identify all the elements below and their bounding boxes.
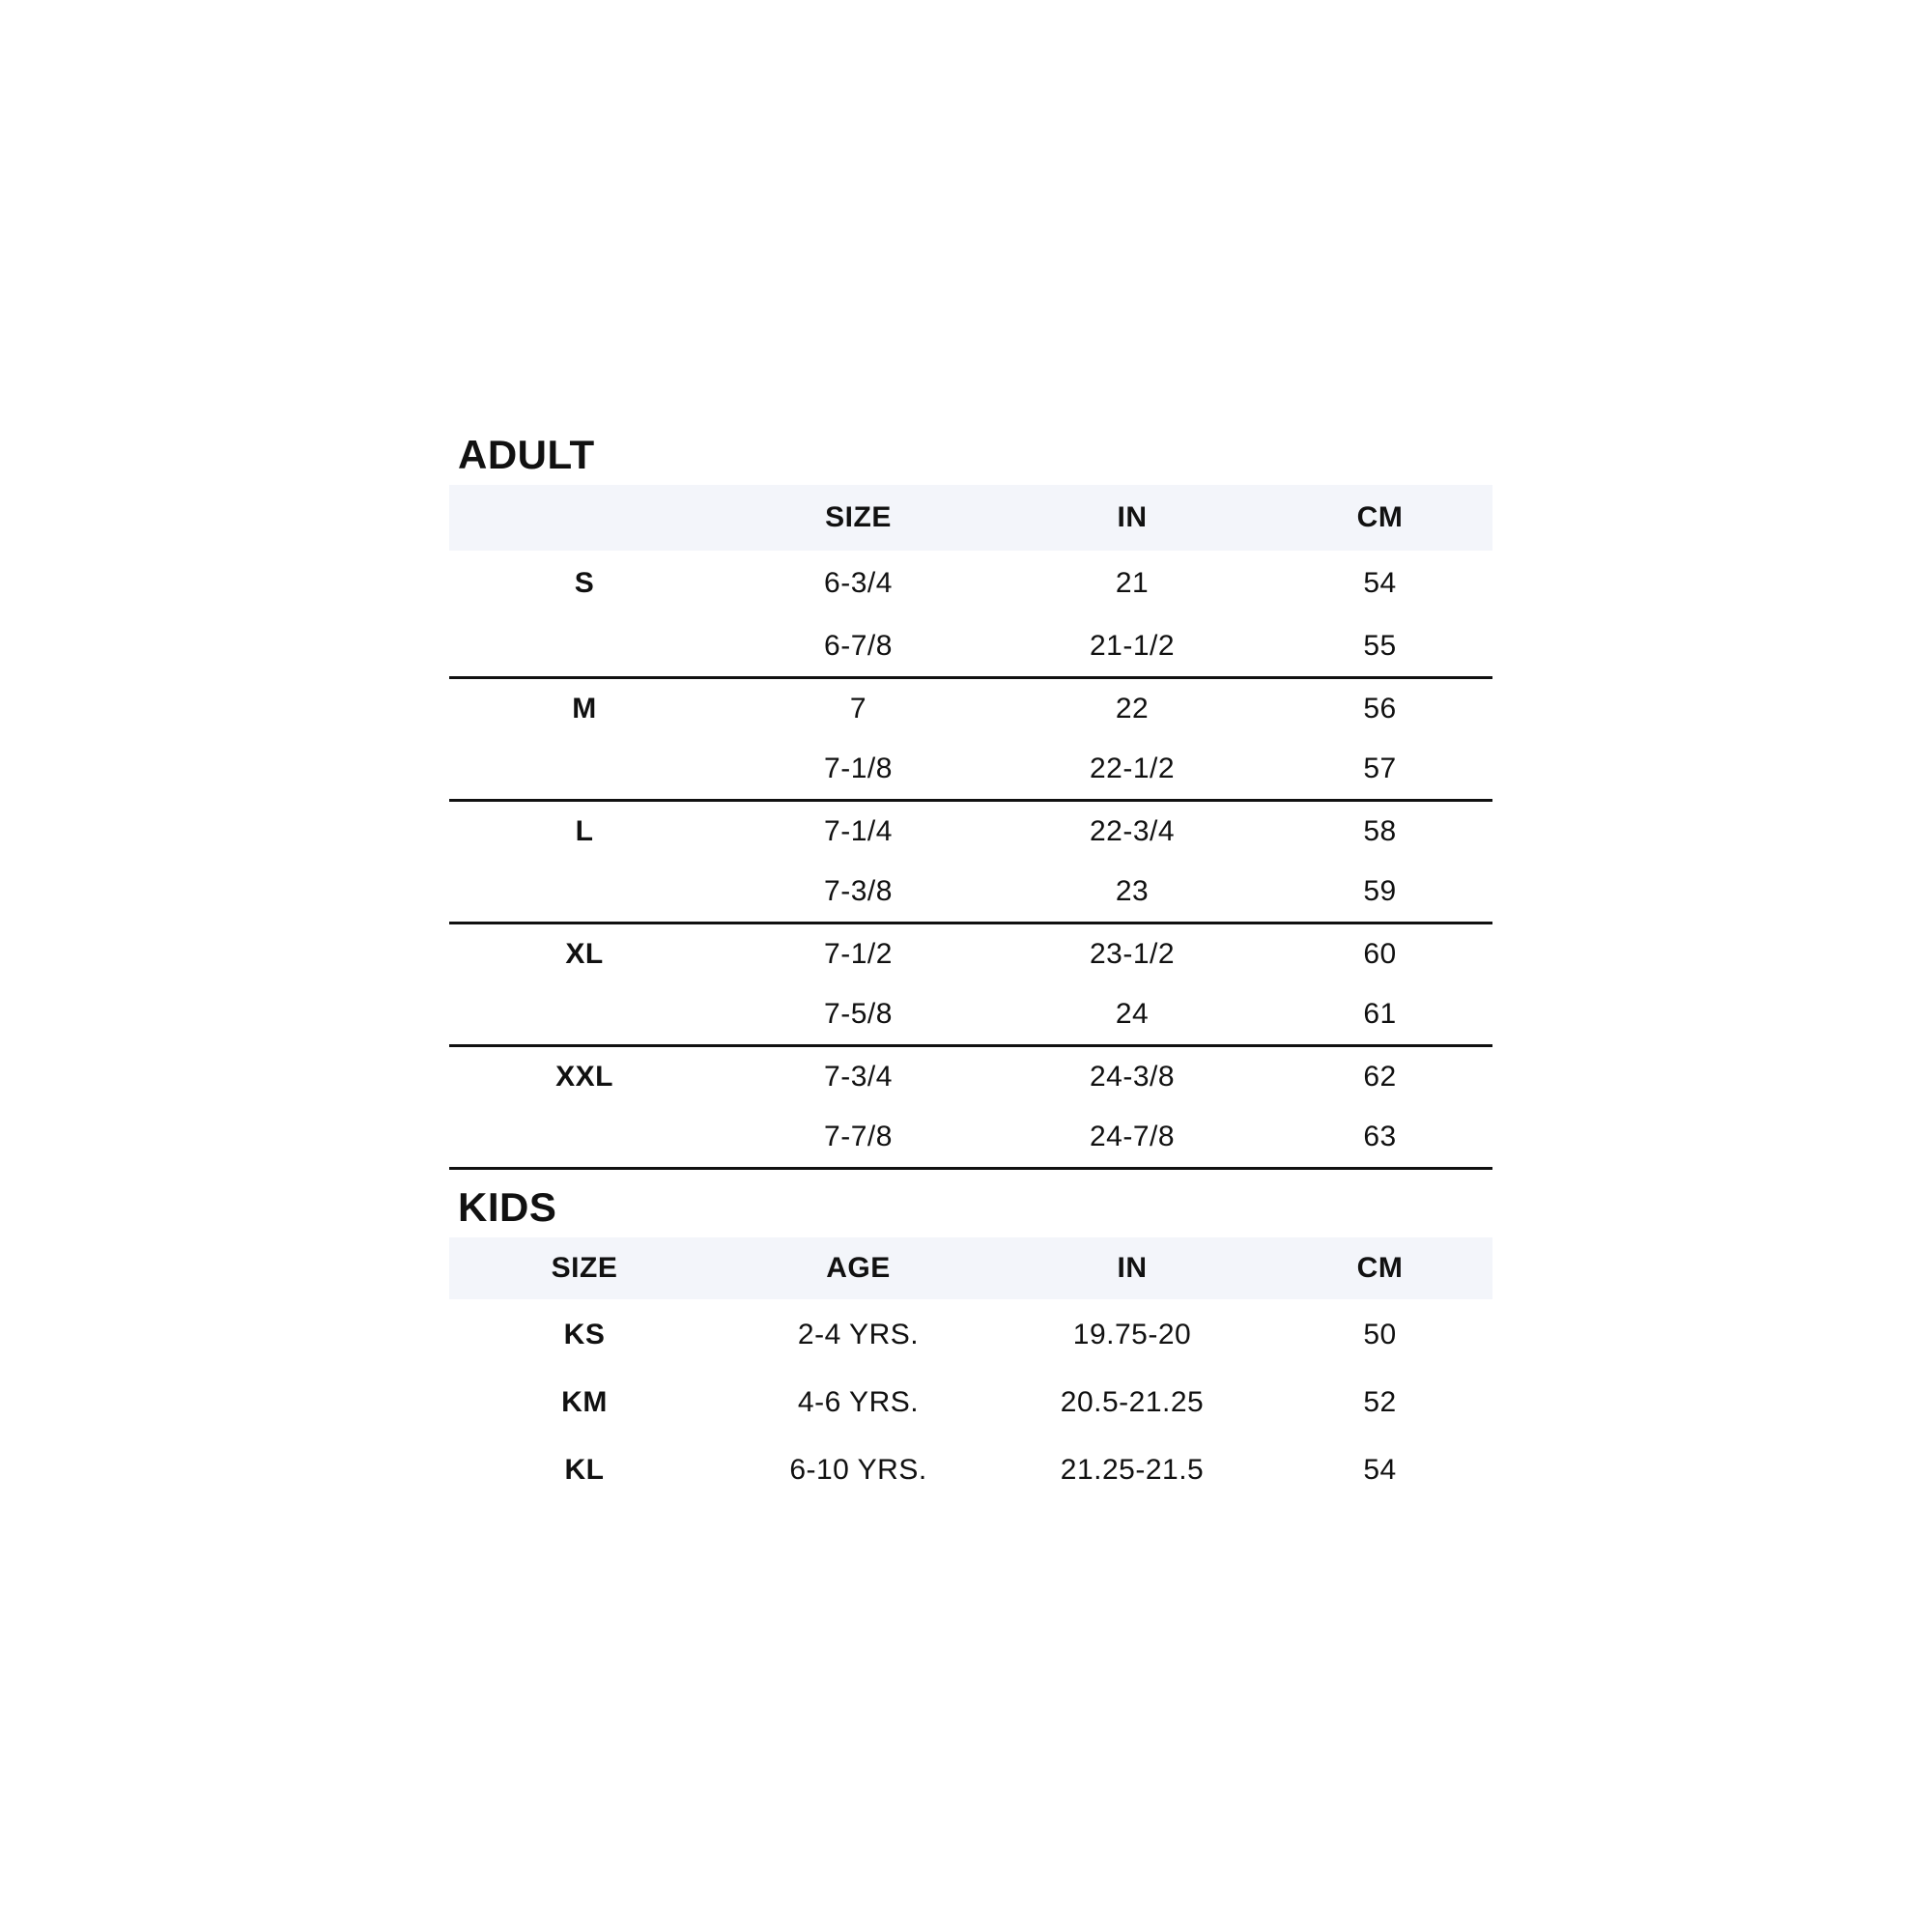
table-row bbox=[449, 924, 1492, 984]
inches-value: 23 bbox=[1115, 875, 1150, 907]
table-row bbox=[449, 1369, 1492, 1436]
inches-value: 24-3/8 bbox=[1089, 1061, 1176, 1093]
cm-value: 54 bbox=[1363, 1454, 1397, 1486]
cm-value: 50 bbox=[1363, 1319, 1397, 1350]
inches-value: 20.5-21.25 bbox=[1060, 1386, 1205, 1418]
kids-header-cm: CM bbox=[1356, 1252, 1404, 1284]
size-chart bbox=[449, 425, 1492, 1504]
kids-header-age: AGE bbox=[826, 1252, 891, 1284]
table-row bbox=[449, 1047, 1492, 1107]
adult-header-in: IN bbox=[1117, 501, 1148, 533]
inches-value: 24 bbox=[1115, 998, 1150, 1030]
size-label: S bbox=[574, 567, 595, 599]
table-row bbox=[449, 616, 1492, 676]
age-value: 2-4 YRS. bbox=[797, 1319, 920, 1350]
inches-value: 24-7/8 bbox=[1089, 1121, 1176, 1152]
size-value: 7-3/8 bbox=[824, 875, 893, 907]
size-label: L bbox=[575, 815, 594, 847]
cm-value: 61 bbox=[1363, 998, 1397, 1030]
size-label: XL bbox=[565, 938, 604, 970]
table-row bbox=[449, 1107, 1492, 1167]
inches-value: 21.25-21.5 bbox=[1060, 1454, 1205, 1486]
size-value: 6-7/8 bbox=[824, 630, 893, 662]
size-value: 7-1/8 bbox=[824, 753, 893, 784]
table-row bbox=[449, 802, 1492, 862]
inches-value: 22 bbox=[1115, 693, 1150, 724]
size-value: 7-5/8 bbox=[824, 998, 893, 1030]
cm-value: 54 bbox=[1363, 567, 1397, 599]
table-row bbox=[449, 679, 1492, 739]
adult-section-title: ADULT bbox=[458, 432, 595, 477]
age-value: 6-10 YRS. bbox=[789, 1454, 927, 1486]
cm-value: 63 bbox=[1363, 1121, 1397, 1152]
cm-value: 52 bbox=[1363, 1386, 1397, 1418]
adult-size-group-xl bbox=[449, 924, 1492, 1047]
inches-value: 21 bbox=[1115, 567, 1150, 599]
size-label: M bbox=[572, 693, 597, 724]
adult-header-size: SIZE bbox=[825, 501, 892, 533]
cm-value: 58 bbox=[1363, 815, 1397, 847]
size-value: 7 bbox=[849, 693, 867, 724]
inches-value: 23-1/2 bbox=[1089, 938, 1176, 970]
cm-value: 56 bbox=[1363, 693, 1397, 724]
size-label: XXL bbox=[555, 1061, 613, 1093]
inches-value: 21-1/2 bbox=[1089, 630, 1176, 662]
size-value: 7-7/8 bbox=[824, 1121, 893, 1152]
size-value: 7-3/4 bbox=[824, 1061, 893, 1093]
adult-table-header bbox=[449, 485, 1492, 551]
adult-size-group-l bbox=[449, 802, 1492, 924]
kids-size-label: KL bbox=[564, 1454, 605, 1486]
table-row bbox=[449, 1301, 1492, 1369]
cm-value: 57 bbox=[1363, 753, 1397, 784]
size-value: 7-1/2 bbox=[824, 938, 893, 970]
kids-table-header bbox=[449, 1237, 1492, 1299]
kids-table-body bbox=[449, 1299, 1492, 1504]
cm-value: 62 bbox=[1363, 1061, 1397, 1093]
kids-section-title: KIDS bbox=[458, 1184, 557, 1230]
adult-size-group-m bbox=[449, 679, 1492, 802]
age-value: 4-6 YRS. bbox=[797, 1386, 920, 1418]
inches-value: 22-1/2 bbox=[1089, 753, 1176, 784]
cm-value: 60 bbox=[1363, 938, 1397, 970]
table-row bbox=[449, 551, 1492, 616]
kids-size-label: KM bbox=[561, 1386, 608, 1418]
size-value: 7-1/4 bbox=[824, 815, 893, 847]
adult-size-group-s bbox=[449, 551, 1492, 679]
kids-header-size: SIZE bbox=[551, 1252, 618, 1284]
table-row bbox=[449, 739, 1492, 799]
table-row bbox=[449, 984, 1492, 1044]
cm-value: 59 bbox=[1363, 875, 1397, 907]
size-value: 6-3/4 bbox=[824, 567, 893, 599]
table-row bbox=[449, 1436, 1492, 1504]
adult-table-body bbox=[449, 551, 1492, 1170]
cm-value: 55 bbox=[1363, 630, 1397, 662]
adult-size-group-xxl bbox=[449, 1047, 1492, 1170]
inches-value: 22-3/4 bbox=[1089, 815, 1176, 847]
kids-header-in: IN bbox=[1117, 1252, 1148, 1284]
table-row bbox=[449, 862, 1492, 922]
inches-value: 19.75-20 bbox=[1072, 1319, 1192, 1350]
adult-header-cm: CM bbox=[1356, 501, 1404, 533]
kids-size-label: KS bbox=[563, 1319, 606, 1350]
